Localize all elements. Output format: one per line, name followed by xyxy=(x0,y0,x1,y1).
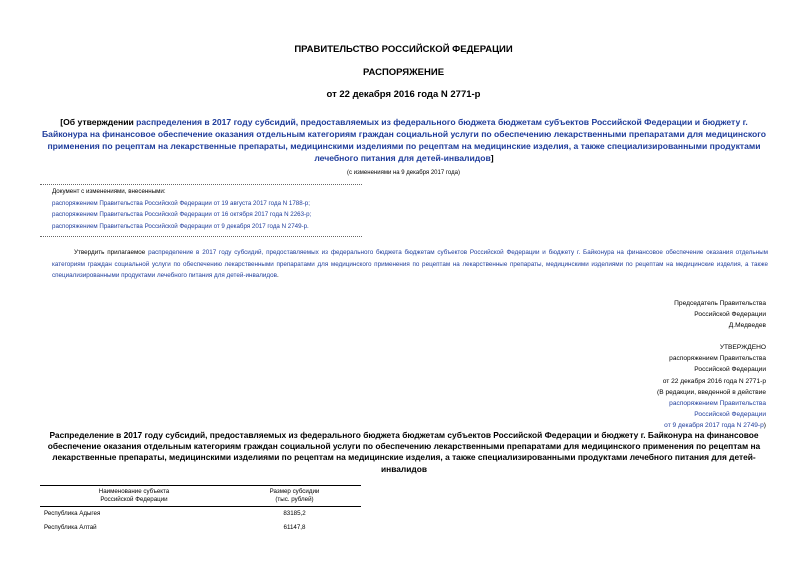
document-type: РАСПОРЯЖЕНИЕ xyxy=(362,67,445,78)
body-suffix: . xyxy=(276,272,279,279)
subsidy-amount: 61147,8 xyxy=(283,524,306,531)
signature-title: Председатель Правительства xyxy=(674,300,766,307)
approved-date: от 22 декабря 2016 года N 2771-р xyxy=(662,377,766,385)
intro-link[interactable]: распределения в 2017 году субсидий, предоставляемых из федерального бюджета бюджетам субъектов Российской Федерации и бюджету г. Байконура на финансовое обеспечение оказания отдельным категориям граждан социальной услуги по обеспечению лекарственными препаратами для медицинского применения по рецептам на лекарственные препараты, медицинскими изделиями по рецептам на медицинские изделия, а также специализированными продуктами лечебного питания для детей-инвалидов xyxy=(41,117,767,163)
doc-change-link[interactable]: распоряжением Правительства Российской Федерации от 19 августа 2017 года N 1788-р; xyxy=(52,199,310,207)
approved-line: Российской Федерации xyxy=(694,366,766,374)
approved-line: распоряжением Правительства xyxy=(669,355,766,363)
signature-org: Российской Федерации xyxy=(694,311,766,319)
changes-note: (с изменениями на 9 декабря 2017 года) xyxy=(347,170,460,176)
doc-changes-block xyxy=(52,186,362,232)
table-title: Распределение в 2017 году субсидий, предоставляемых из федерального бюджета бюджетам субъектов Российской Федерации и бюджету г. Байконура на финансовое обеспечение оказания отдельным категориям граждан социальной услуги по обеспечению лекарственными препаратами для медицинского применения по рецептам на лекарственные препараты, медицинскими изделиями по рецептам на медицинские изделия, а также специализированными продуктами лечебного питания для детей-инвалидов xyxy=(47,430,761,474)
signature-name: Д.Медведев xyxy=(728,322,766,330)
signature-block xyxy=(674,298,766,332)
doc-change-link[interactable]: распоряжением Правительства Российской Федерации от 16 октября 2017 года N 2263-р; xyxy=(52,211,312,218)
intro-suffix: ] xyxy=(490,153,494,163)
approved-label: УТВЕРЖДЕНО xyxy=(719,344,766,351)
document-intro xyxy=(40,116,768,164)
doc-change-link[interactable]: распоряжением Правительства Российской Федерации от 9 декабря 2017 года N 2749-р. xyxy=(52,222,309,230)
approved-close: ) xyxy=(763,422,766,430)
subsidy-table xyxy=(40,485,361,535)
document-date: от 22 декабря 2016 года N 2771-р xyxy=(326,89,481,100)
subsidy-amount: 83185,2 xyxy=(283,510,306,517)
approved-link[interactable]: распоряжением Правительства xyxy=(669,400,766,408)
divider-bottom xyxy=(40,236,362,237)
table-row xyxy=(40,521,361,535)
column-header-amount: Размер субсидии (тыс. рублей) xyxy=(228,486,361,507)
column-header-region: Наименование субъекта Российской Федерации xyxy=(40,486,228,507)
doc-changes-label: Документ с изменениями, внесенными: xyxy=(52,188,166,195)
approved-block xyxy=(657,342,766,432)
body-link[interactable]: распределение в 2017 году субсидий, предоставляемых из федерального бюджета бюджетам субъектов Российской Федерации и бюджету г. Байконура на финансовое обеспечение оказания отдельным категориям граждан социальной услуги по обеспечению лекарственными препаратами для медицинского применения по рецептам на лекарственные препараты, медицинскими изделиями по рецептам на медицинские изделия, а также специализированными продуктами лечебного питания для детей-инвалидов xyxy=(52,249,768,279)
region-name: Республика Адыгея xyxy=(44,510,101,517)
approved-link[interactable]: Российской Федерации xyxy=(694,411,766,419)
intro-prefix: [Об утверждении xyxy=(60,117,137,127)
body-prefix: Утвердить прилагаемое xyxy=(74,249,149,256)
region-name: Республика Алтай xyxy=(44,524,97,531)
approved-link[interactable]: от 9 декабря 2017 года N 2749-р xyxy=(664,422,764,430)
divider-top xyxy=(40,184,362,185)
table-row xyxy=(40,507,361,522)
body-paragraph xyxy=(52,247,768,282)
approved-edition: (В редакции, введенной в действие xyxy=(657,388,766,396)
government-title: ПРАВИТЕЛЬСТВО РОССИЙСКОЙ ФЕДЕРАЦИИ xyxy=(294,44,513,55)
